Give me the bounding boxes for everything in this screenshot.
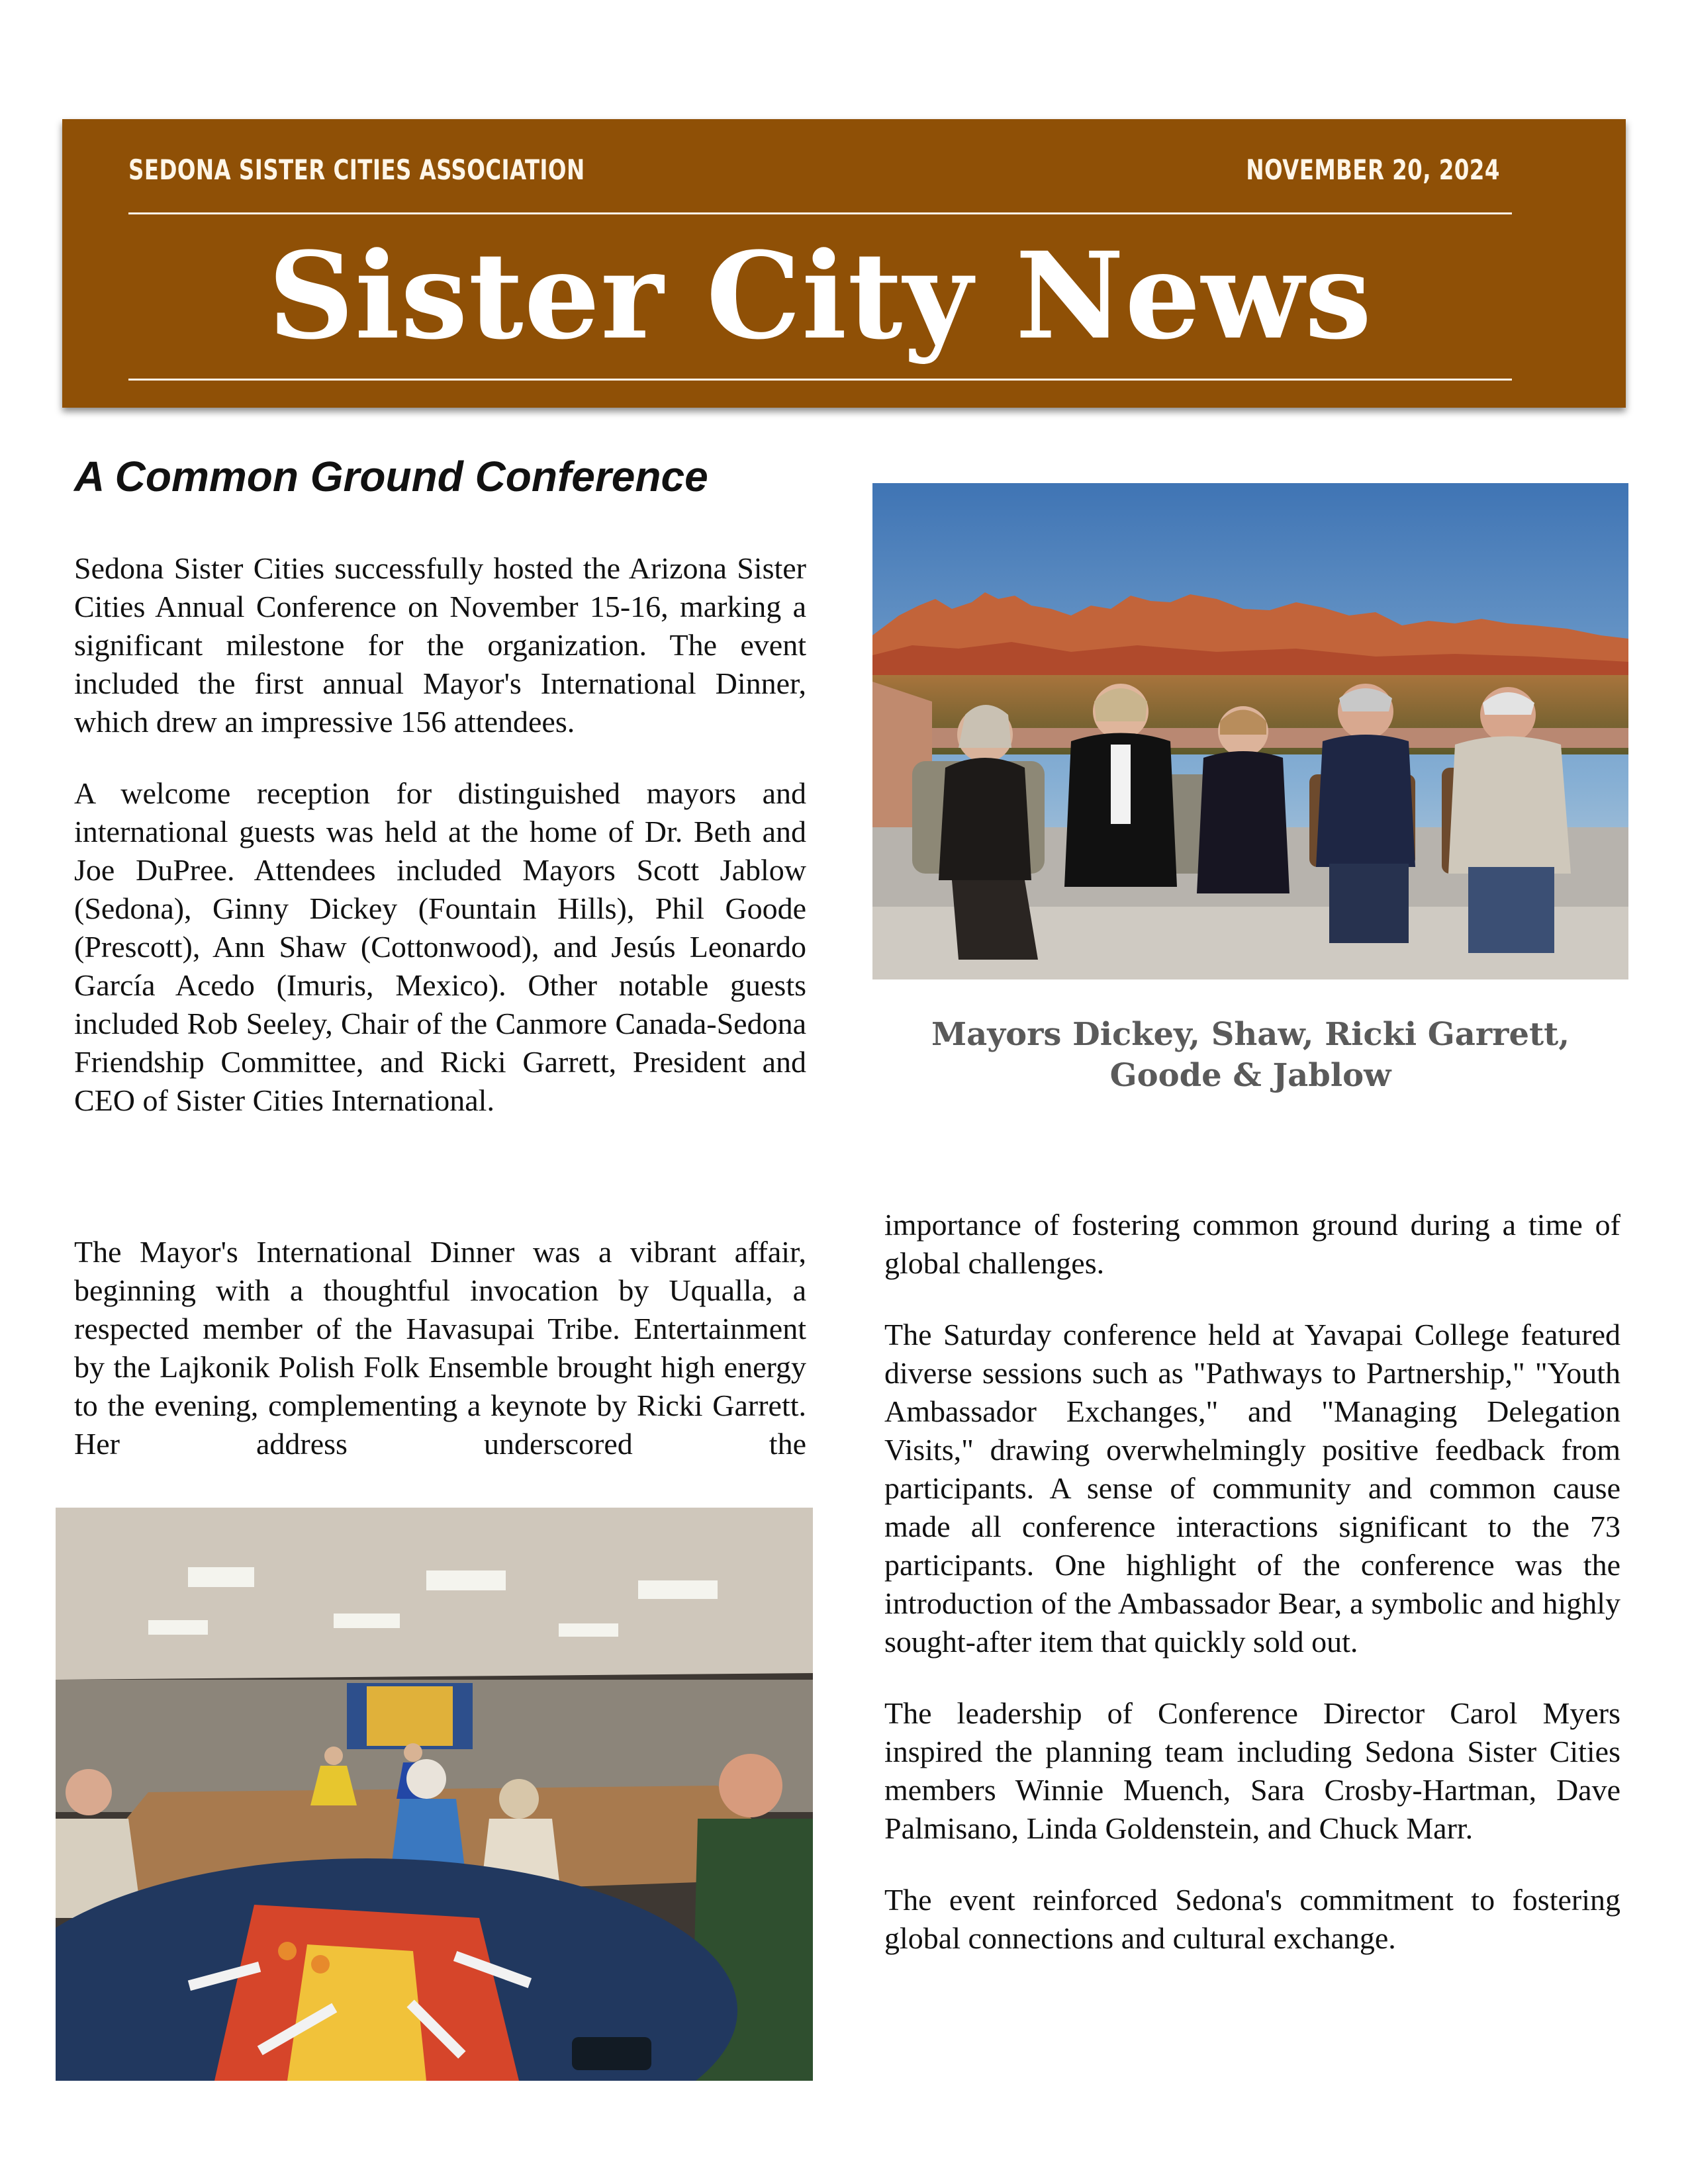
paragraph-leadership: The leadership of Conference Director Carol Myers inspired the planning team including Sedona Sister Cities members Winnie Muench, Sara Crosby-Hartman, Dave Palmisano, Linda Goldenstein, and Chuck Marr. <box>884 1696 1620 1845</box>
paragraph-saturday-conference: The Saturday conference held at Yavapai College featured diverse sessions such as "Pathways to Partnership," "Youth Ambassador Exchanges," and "Managing Delegation Visits," drawing overwhelmingly positive feedback from participants. A sense of community and common cause made all conference interactions significant to the 73 participants. One highlight of the conference was the introduction of the Ambassador Bear, a symbolic and highly sought-after item that quickly sold out. <box>884 1318 1620 1659</box>
paragraph-mayors-dinner: The Mayor's International Dinner was a vibrant affair, beginning with a thoughtful invocation by Uqualla, a respected member of the Havasupai Tribe. Entertainment by the Lajkonik Polish Folk Ensemble brought high energy to the evening, complementing a keynote by Ricki Garrett. Her address underscored the <box>74 1235 806 1461</box>
paragraph-conference-intro: Sedona Sister Cities successfully hosted the Arizona Sister Cities Annual Conference on November 15-16, marking a significant milestone for the organization. The event included the first annual Mayor's International Dinner, which drew an impressive 156 attendees. <box>74 551 806 739</box>
paragraph-conclusion: The event reinforced Sedona's commitment to fostering global connections and cultural exchange. <box>884 1883 1620 1955</box>
organization-name: SEDONA SISTER CITIES ASSOCIATION <box>128 154 585 186</box>
photo-caption: Mayors Dickey, Shaw, Ricki Garrett, Goode & Jablow <box>931 1016 1570 1094</box>
paragraph-common-ground: importance of fostering common ground during a time of global challenges. <box>884 1208 1620 1280</box>
masthead <box>62 119 1626 408</box>
issue-date: NOVEMBER 20, 2024 <box>1246 154 1500 186</box>
paragraph-welcome-reception: A welcome reception for distinguished mayors and international guests was held at the home of Dr. Beth and Joe DuPree. Attendees included Mayors Scott Jablow (Sedona), Ginny Dickey (Fountain Hills), Phil Goode (Prescott), Ann Shaw (Cottonwood), and Jesús Leonardo García Acedo (Imuris, Mexico). Other notable guests included Rob Seeley, Chair of the Canmore Canada-Sedona Friendship Committee, and Ricki Garrett, President and CEO of Sister Cities International. <box>74 776 806 1117</box>
article-right-column <box>884 1206 1620 1958</box>
mayors-group-photo <box>872 483 1628 979</box>
article-left-column-continued <box>74 1233 806 1463</box>
masthead-bottom-rule <box>128 379 1512 381</box>
dinner-banquet-photo <box>56 1508 813 2081</box>
masthead-top-rule <box>128 212 1512 214</box>
newsletter-title: Sister City News <box>267 226 1373 366</box>
article-left-column <box>74 549 806 1120</box>
article-headline: A Common Ground Conference <box>74 453 708 500</box>
